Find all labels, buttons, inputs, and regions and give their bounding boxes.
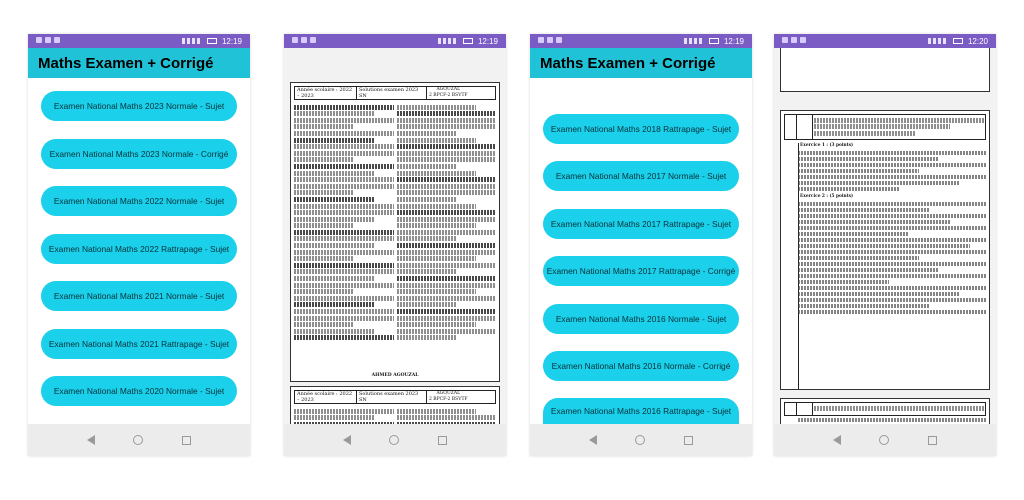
battery-icon [709,38,719,44]
exam-button[interactable]: Examen National Maths 2020 Normale - Sujet [41,376,237,406]
signal-icon [436,38,458,44]
exam-button[interactable]: Examen National Maths 2017 Normale - Sujet [543,161,739,191]
home-icon[interactable] [389,435,399,445]
android-nav-bar [774,424,996,456]
doc-year: Année scolaire : 2022 – 2023 [295,391,357,403]
pdf-page [290,386,500,424]
exam-button[interactable]: Examen National Maths 2017 Rattrapage - Sujet [543,209,739,239]
exercise-heading: Exercice 2 : (5 points) [800,194,854,199]
exam-button[interactable]: Examen National Maths 2016 Rattrapage - Sujet [543,398,739,424]
doc-title: Solutions examen 2023 SN [357,391,427,403]
status-time: 12:19 [723,36,744,46]
doc-year: Année scolaire : 2022 – 2023 [295,87,357,99]
doc-content [294,103,496,342]
back-icon[interactable] [87,435,95,445]
exam-button[interactable]: Examen National Maths 2023 Normale - Corrigé [41,139,237,169]
home-icon[interactable] [635,435,645,445]
doc-author: AHMED AGOUZAL [371,373,419,378]
status-bar [774,34,996,48]
exam-button[interactable]: Examen National Maths 2021 Rattrapage - Sujet [41,329,237,359]
android-nav-bar [28,424,250,456]
exam-button[interactable]: Examen National Maths 2018 Rattrapage - Sujet [543,114,739,144]
pdf-page [780,110,990,390]
status-time: 12:19 [221,36,242,46]
exercise-heading: Exercice 1 : (3 points) [800,143,854,148]
home-icon[interactable] [133,435,143,445]
recents-icon[interactable] [928,436,937,445]
pdf-page [290,82,500,382]
status-bar [28,34,250,48]
doc-header [294,86,496,100]
doc-school: AGOUZAL [436,87,461,92]
status-bar [530,34,752,48]
recents-icon[interactable] [182,436,191,445]
exam-button[interactable]: Examen National Maths 2017 Rattrapage - Corrigé [543,256,739,286]
app-title: Maths Examen + Corrigé [28,48,250,78]
doc-level: 2 BPCF-2 BSVTF [429,397,468,402]
phone-screen-4 [774,34,996,456]
phone-screen-3 [530,34,752,456]
pdf-viewer[interactable] [284,48,506,424]
recents-icon[interactable] [684,436,693,445]
exam-button[interactable]: Examen National Maths 2022 Normale - Sujet [41,186,237,216]
pdf-viewer[interactable] [774,48,996,424]
signal-icon [682,38,704,44]
android-nav-bar [530,424,752,456]
doc-header [784,114,986,140]
battery-icon [953,38,963,44]
doc-school: AGOUZAL [436,391,461,396]
exam-button[interactable]: Examen National Maths 2016 Normale - Sujet [543,304,739,334]
phone-screen-1 [28,34,250,456]
exam-button[interactable]: Examen National Maths 2016 Normale - Corrigé [543,351,739,381]
battery-icon [207,38,217,44]
home-icon[interactable] [879,435,889,445]
signal-icon [180,38,202,44]
doc-level: 2 BPCF-2 BSVTF [429,93,468,98]
status-time: 12:19 [477,36,498,46]
status-bar [284,34,506,48]
pdf-page [780,398,990,424]
back-icon[interactable] [589,435,597,445]
recents-icon[interactable] [438,436,447,445]
app-title: Maths Examen + Corrigé [530,48,752,78]
signal-icon [926,38,948,44]
exam-list [530,78,752,424]
doc-title: Solutions examen 2023 SN [357,87,427,99]
status-time: 12:20 [967,36,988,46]
exam-button[interactable]: Examen National Maths 2023 Normale - Sujet [41,91,237,121]
battery-icon [463,38,473,44]
phone-screen-2 [284,34,506,456]
exam-list [28,78,250,424]
back-icon[interactable] [343,435,351,445]
back-icon[interactable] [833,435,841,445]
pdf-page [780,48,990,92]
exam-button[interactable]: Examen National Maths 2022 Rattrapage - Sujet [41,234,237,264]
android-nav-bar [284,424,506,456]
exam-button[interactable]: Examen National Maths 2021 Normale - Sujet [41,281,237,311]
